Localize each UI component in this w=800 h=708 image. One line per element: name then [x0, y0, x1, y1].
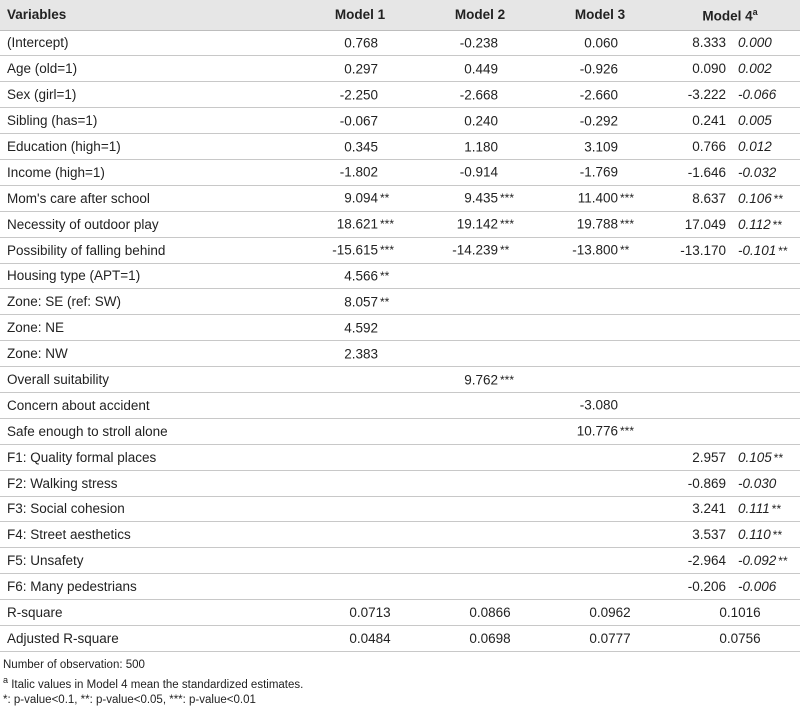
row-label: Mom's care after school [0, 185, 300, 211]
row-label: F1: Quality formal places [0, 444, 300, 470]
row-label: Zone: NW [0, 341, 300, 367]
model-1-cell [300, 496, 420, 522]
model-1-estimate: 0.768 [344, 35, 378, 51]
model-1-estimate: 0.345 [344, 139, 378, 154]
model-4-standardized-cell [730, 444, 800, 470]
model-2-estimate: 0.240 [464, 113, 498, 129]
model-4-estimate [660, 263, 730, 289]
table-row [0, 496, 800, 522]
row-label: Possibility of falling behind [0, 237, 300, 263]
model-1-cell [300, 548, 420, 574]
model-4-estimate: 3.537 [660, 522, 730, 548]
model-4-standardized-cell [730, 574, 800, 600]
model-4-significance: ** [778, 243, 788, 258]
model-4-estimate: 17.049 [660, 211, 730, 237]
row-label: Education (high=1) [0, 134, 300, 160]
model-1-estimate: 4.592 [344, 320, 378, 336]
model-4-estimate: 8.637 [660, 185, 730, 211]
model-3-cell [540, 134, 660, 160]
model-3-estimate: -2.660 [579, 87, 618, 103]
model-1-cell [300, 56, 420, 82]
model-4-standardized-estimate: 0.110 [738, 527, 771, 543]
row-label: Age (old=1) [0, 56, 300, 82]
model-2-significance: *** [500, 217, 515, 232]
model-2-estimate: 0.449 [464, 61, 498, 77]
model-2-cell [420, 263, 540, 289]
model-3-cell [540, 341, 660, 367]
model-2-cell [420, 108, 540, 134]
model-4-fit: 0.1016 [660, 600, 800, 626]
row-label: Income (high=1) [0, 159, 300, 185]
model-4-standardized-cell [730, 315, 800, 341]
model-4-estimate [660, 315, 730, 341]
model-2-cell [420, 211, 540, 237]
model-1-cell [300, 392, 420, 418]
model-3-estimate: -3.080 [579, 397, 618, 413]
model-3-cell [540, 522, 660, 548]
model-4-estimate: -2.964 [660, 548, 730, 574]
header-model-4-superscript: a [752, 6, 758, 17]
model-3-estimate: -13.800 [572, 242, 618, 258]
model-2-cell [420, 367, 540, 393]
model-4-standardized-estimate: 0.112 [738, 216, 771, 232]
table-row [0, 392, 800, 418]
model-4-standardized-cell [730, 56, 800, 82]
table-row [0, 418, 800, 444]
header-model-4-label: Model 4 [702, 8, 753, 23]
model-2-estimate: 1.180 [464, 139, 498, 154]
table-row [0, 108, 800, 134]
model-3-estimate: 11.400 [577, 190, 618, 206]
model-3-estimate: 0.060 [584, 35, 618, 51]
model-2-estimate: -14.239 [452, 242, 498, 258]
model-1-cell [300, 574, 420, 600]
model-2-cell [420, 237, 540, 263]
model-1-cell [300, 444, 420, 470]
row-label: F5: Unsafety [0, 548, 300, 574]
note-significance: *: p-value<0.1, **: p-value<0.05, ***: p-value<0.01 [3, 693, 256, 706]
model-3-fit: 0.0777 [540, 625, 660, 651]
header-model-2: Model 2 [420, 0, 540, 30]
model-1-estimate: -15.615 [332, 242, 378, 258]
row-label: Sex (girl=1) [0, 82, 300, 108]
model-4-standardized-estimate: -0.101 [738, 242, 777, 258]
model-2-cell [420, 392, 540, 418]
model-2-cell [420, 522, 540, 548]
table-row [0, 444, 800, 470]
note-italic [3, 673, 800, 693]
model-4-standardized-cell [730, 134, 800, 160]
model-4-estimate: -3.222 [660, 82, 730, 108]
header-model-4 [660, 0, 800, 30]
model-4-standardized-cell [730, 392, 800, 418]
table-notes [0, 652, 800, 708]
header-model-1: Model 1 [300, 0, 420, 30]
model-4-significance: ** [773, 191, 784, 206]
model-3-cell [540, 392, 660, 418]
model-1-cell [300, 134, 420, 160]
model-4-estimate [660, 418, 730, 444]
model-4-significance: ** [778, 554, 788, 569]
model-4-estimate: 2.957 [660, 444, 730, 470]
model-1-cell [300, 470, 420, 496]
row-label: (Intercept) [0, 30, 300, 56]
table-row [0, 30, 800, 56]
model-2-significance: ** [500, 243, 510, 258]
model-1-significance: ** [380, 268, 390, 283]
model-4-standardized-estimate: 0.000 [738, 35, 772, 51]
table-row [0, 315, 800, 341]
fit-row [0, 625, 800, 651]
model-4-standardized-estimate: -0.006 [738, 579, 777, 595]
model-4-standardized-cell [730, 289, 800, 315]
model-1-cell [300, 367, 420, 393]
model-2-estimate: -2.668 [459, 87, 498, 103]
model-2-cell [420, 289, 540, 315]
model-4-estimate [660, 341, 730, 367]
table-row [0, 56, 800, 82]
model-4-estimate: 0.766 [660, 134, 730, 160]
model-4-standardized-cell [730, 263, 800, 289]
table-body [0, 30, 800, 651]
model-1-estimate: 8.057 [344, 294, 378, 310]
model-1-cell [300, 522, 420, 548]
model-2-significance: *** [500, 191, 515, 206]
model-4-standardized-cell [730, 159, 800, 185]
model-3-cell [540, 367, 660, 393]
model-2-cell [420, 470, 540, 496]
model-3-cell [540, 185, 660, 211]
row-label: Necessity of outdoor play [0, 211, 300, 237]
model-1-significance: *** [380, 217, 395, 232]
model-3-cell [540, 159, 660, 185]
row-label: Concern about accident [0, 392, 300, 418]
model-3-cell [540, 30, 660, 56]
model-2-cell [420, 418, 540, 444]
model-3-fit: 0.0962 [540, 600, 660, 626]
model-1-cell [300, 237, 420, 263]
model-3-cell [540, 574, 660, 600]
model-1-cell [300, 82, 420, 108]
model-4-standardized-cell [730, 418, 800, 444]
model-1-estimate: -0.067 [339, 113, 378, 129]
model-4-standardized-cell [730, 237, 800, 263]
table-row [0, 470, 800, 496]
table-row [0, 134, 800, 160]
model-4-standardized-cell [730, 496, 800, 522]
table-row [0, 82, 800, 108]
model-1-cell [300, 341, 420, 367]
model-3-cell [540, 263, 660, 289]
table-row [0, 341, 800, 367]
model-1-cell [300, 211, 420, 237]
fit-row [0, 600, 800, 626]
model-4-estimate: -13.170 [660, 237, 730, 263]
model-2-estimate: -0.914 [459, 164, 498, 180]
model-2-cell [420, 496, 540, 522]
model-2-fit: 0.0698 [420, 625, 540, 651]
table-row [0, 211, 800, 237]
fit-label: Adjusted R-square [0, 625, 300, 651]
note-observations: Number of observation: 500 [3, 658, 145, 671]
model-1-fit: 0.0484 [300, 625, 420, 651]
model-4-standardized-estimate: -0.092 [738, 553, 777, 569]
model-4-standardized-estimate: 0.106 [738, 190, 772, 206]
model-4-estimate: 0.090 [660, 56, 730, 82]
model-3-estimate: 3.109 [584, 139, 618, 154]
table-header-row [0, 0, 800, 30]
table-row [0, 237, 800, 263]
model-3-significance: *** [620, 191, 635, 206]
model-2-cell [420, 56, 540, 82]
model-4-estimate: -1.646 [660, 159, 730, 185]
model-2-estimate: 19.142 [456, 216, 498, 232]
model-3-cell [540, 470, 660, 496]
row-label: Overall suitability [0, 367, 300, 393]
model-4-estimate: 3.241 [660, 496, 730, 522]
model-3-significance: *** [620, 217, 635, 232]
model-4-estimate [660, 289, 730, 315]
model-4-standardized-estimate: -0.032 [738, 164, 777, 180]
table-row [0, 263, 800, 289]
model-4-standardized-cell [730, 108, 800, 134]
model-4-significance: ** [773, 450, 784, 465]
model-4-standardized-estimate: -0.030 [738, 475, 777, 491]
model-3-estimate: -0.292 [579, 113, 618, 129]
model-2-estimate: 9.762 [464, 372, 498, 388]
model-1-cell [300, 418, 420, 444]
row-label: F3: Social cohesion [0, 496, 300, 522]
model-4-standardized-cell [730, 341, 800, 367]
model-3-cell [540, 56, 660, 82]
model-1-estimate: 0.297 [344, 61, 378, 77]
model-1-estimate: 9.094 [344, 190, 378, 206]
row-label: Zone: NE [0, 315, 300, 341]
note-italic-text: Italic values in Model 4 mean the standardized estimates. [8, 678, 304, 691]
model-2-cell [420, 315, 540, 341]
model-3-cell [540, 418, 660, 444]
table-row [0, 185, 800, 211]
model-2-estimate: 9.435 [464, 190, 498, 206]
model-4-standardized-estimate: 0.005 [738, 113, 772, 129]
row-label: Housing type (APT=1) [0, 263, 300, 289]
model-4-significance: ** [772, 217, 783, 232]
table-row [0, 574, 800, 600]
model-4-standardized-estimate: 0.105 [738, 449, 772, 465]
model-3-estimate: 10.776 [576, 423, 618, 439]
model-1-cell [300, 159, 420, 185]
table-row [0, 159, 800, 185]
row-label: F2: Walking stress [0, 470, 300, 496]
model-2-cell [420, 548, 540, 574]
model-3-cell [540, 82, 660, 108]
model-1-cell [300, 108, 420, 134]
model-2-cell [420, 574, 540, 600]
model-3-estimate: -1.769 [579, 164, 618, 180]
model-1-cell [300, 315, 420, 341]
model-1-significance: *** [380, 243, 395, 258]
model-1-cell [300, 185, 420, 211]
model-4-standardized-estimate: 0.002 [738, 61, 772, 77]
model-4-fit: 0.0756 [660, 625, 800, 651]
model-2-estimate: -0.238 [459, 35, 498, 51]
model-3-estimate: 19.788 [576, 216, 618, 232]
model-2-cell [420, 341, 540, 367]
model-1-cell [300, 289, 420, 315]
model-4-estimate: -0.869 [660, 470, 730, 496]
model-1-estimate: -2.250 [339, 87, 378, 103]
model-2-fit: 0.0866 [420, 600, 540, 626]
model-4-standardized-cell [730, 548, 800, 574]
model-4-estimate: 0.241 [660, 108, 730, 134]
model-2-cell [420, 30, 540, 56]
model-4-significance: ** [771, 502, 782, 517]
row-label: F6: Many pedestrians [0, 574, 300, 600]
model-1-cell [300, 30, 420, 56]
model-4-standardized-cell [730, 211, 800, 237]
model-1-cell [300, 263, 420, 289]
row-label: Sibling (has=1) [0, 108, 300, 134]
model-3-cell [540, 108, 660, 134]
model-4-standardized-cell [730, 185, 800, 211]
model-4-standardized-cell [730, 367, 800, 393]
model-4-significance: ** [772, 528, 783, 543]
model-3-cell [540, 444, 660, 470]
row-label: Zone: SE (ref: SW) [0, 289, 300, 315]
model-4-standardized-cell [730, 522, 800, 548]
model-1-estimate: 18.621 [336, 216, 378, 232]
model-4-standardized-estimate: 0.012 [738, 139, 772, 154]
note-italic-superscript: a [3, 674, 9, 685]
header-variables: Variables [0, 0, 300, 30]
model-2-cell [420, 134, 540, 160]
model-4-standardized-estimate: -0.066 [738, 87, 777, 103]
table-row [0, 289, 800, 315]
model-1-fit: 0.0713 [300, 600, 420, 626]
row-label: Safe enough to stroll alone [0, 418, 300, 444]
model-2-cell [420, 82, 540, 108]
model-4-standardized-estimate: 0.111 [738, 501, 770, 517]
model-4-standardized-cell [730, 82, 800, 108]
model-1-estimate: 4.566 [344, 268, 378, 284]
model-3-cell [540, 315, 660, 341]
model-2-cell [420, 185, 540, 211]
row-label: F4: Street aesthetics [0, 522, 300, 548]
model-2-cell [420, 444, 540, 470]
fit-label: R-square [0, 600, 300, 626]
model-3-cell [540, 211, 660, 237]
model-1-estimate: 2.383 [344, 346, 378, 362]
model-1-significance: ** [380, 294, 390, 309]
table-row [0, 367, 800, 393]
model-4-standardized-cell [730, 470, 800, 496]
model-4-estimate: 8.333 [660, 30, 730, 56]
model-1-significance: ** [380, 191, 390, 206]
model-3-cell [540, 289, 660, 315]
model-3-cell [540, 237, 660, 263]
model-3-cell [540, 496, 660, 522]
model-2-significance: *** [500, 372, 515, 387]
table-row [0, 548, 800, 574]
model-3-estimate: -0.926 [579, 61, 618, 77]
model-4-standardized-cell [730, 30, 800, 56]
model-4-estimate [660, 392, 730, 418]
model-3-significance: *** [620, 424, 635, 439]
model-4-estimate: -0.206 [660, 574, 730, 600]
model-3-cell [540, 548, 660, 574]
model-4-estimate [660, 367, 730, 393]
model-2-cell [420, 159, 540, 185]
model-1-estimate: -1.802 [339, 164, 378, 180]
header-model-3: Model 3 [540, 0, 660, 30]
model-3-significance: ** [620, 243, 630, 258]
table-row [0, 522, 800, 548]
